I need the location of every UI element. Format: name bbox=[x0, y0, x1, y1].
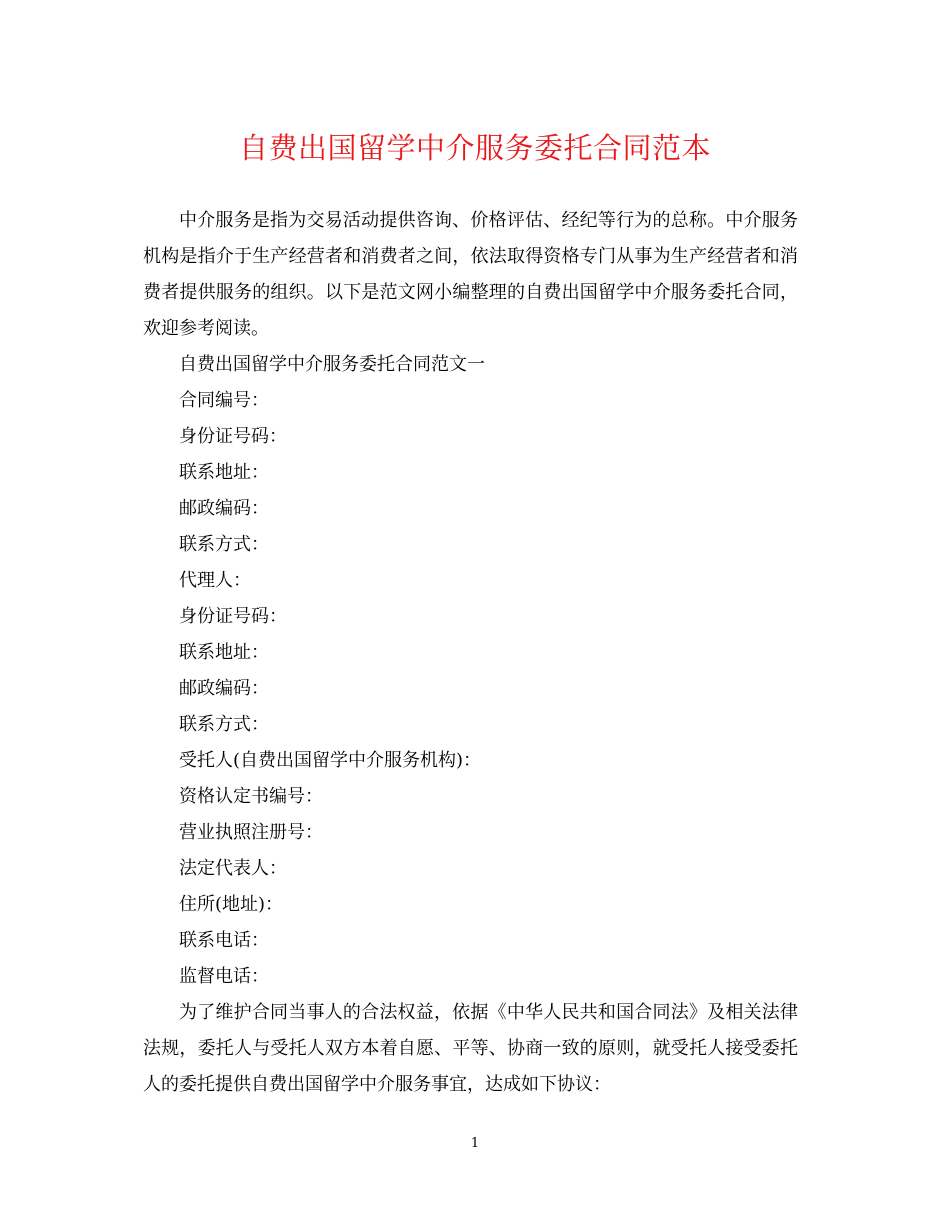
field-postal-code: 邮政编码： bbox=[179, 498, 269, 519]
field-agent-id-number: 身份证号码： bbox=[179, 606, 287, 627]
field-legal-representative: 法定代表人： bbox=[179, 858, 287, 879]
page-number: 1 bbox=[470, 1136, 480, 1151]
field-agent-contact-method: 联系方式： bbox=[179, 714, 269, 735]
field-contact-phone: 联系电话： bbox=[179, 930, 269, 951]
field-contract-number: 合同编号： bbox=[179, 390, 269, 411]
document-body bbox=[143, 203, 798, 1103]
section-heading: 自费出国留学中介服务委托合同范文一 bbox=[179, 354, 485, 375]
document-title: 自费出国留学中介服务委托合同范本 bbox=[238, 131, 711, 165]
intro-paragraph: 中介服务是指为交易活动提供咨询、价格评估、经纪等行为的总称。中介服务机构是指介于生产经营者和消费者之间，依法取得资格专门从事为生产经营者和消费者提供服务的组织。以下是范文网小编整理的自费出国留学中介服务委托合同，欢迎参考阅读。 bbox=[143, 210, 798, 339]
field-agent-postal-code: 邮政编码： bbox=[179, 678, 269, 699]
field-supervision-phone: 监督电话： bbox=[179, 966, 269, 987]
field-agent: 代理人： bbox=[179, 570, 251, 591]
field-agent-contact-address: 联系地址： bbox=[179, 642, 269, 663]
field-trustee: 受托人(自费出国留学中介服务机构)： bbox=[179, 750, 482, 771]
closing-paragraph: 为了维护合同当事人的合法权益，依据《中华人民共和国合同法》及相关法律法规，委托人与受托人双方本着自愿、平等、协商一致的原则，就受托人接受委托人的委托提供自费出国留学中介服务事宜，达成如下协议： bbox=[143, 1002, 798, 1095]
field-business-license-number: 营业执照注册号： bbox=[179, 822, 323, 843]
field-contact-method: 联系方式： bbox=[179, 534, 269, 555]
field-qualification-number: 资格认定书编号： bbox=[179, 786, 323, 807]
field-residence-address: 住所(地址)： bbox=[179, 894, 284, 915]
field-contact-address: 联系地址： bbox=[179, 462, 269, 483]
field-id-number: 身份证号码： bbox=[179, 426, 287, 447]
